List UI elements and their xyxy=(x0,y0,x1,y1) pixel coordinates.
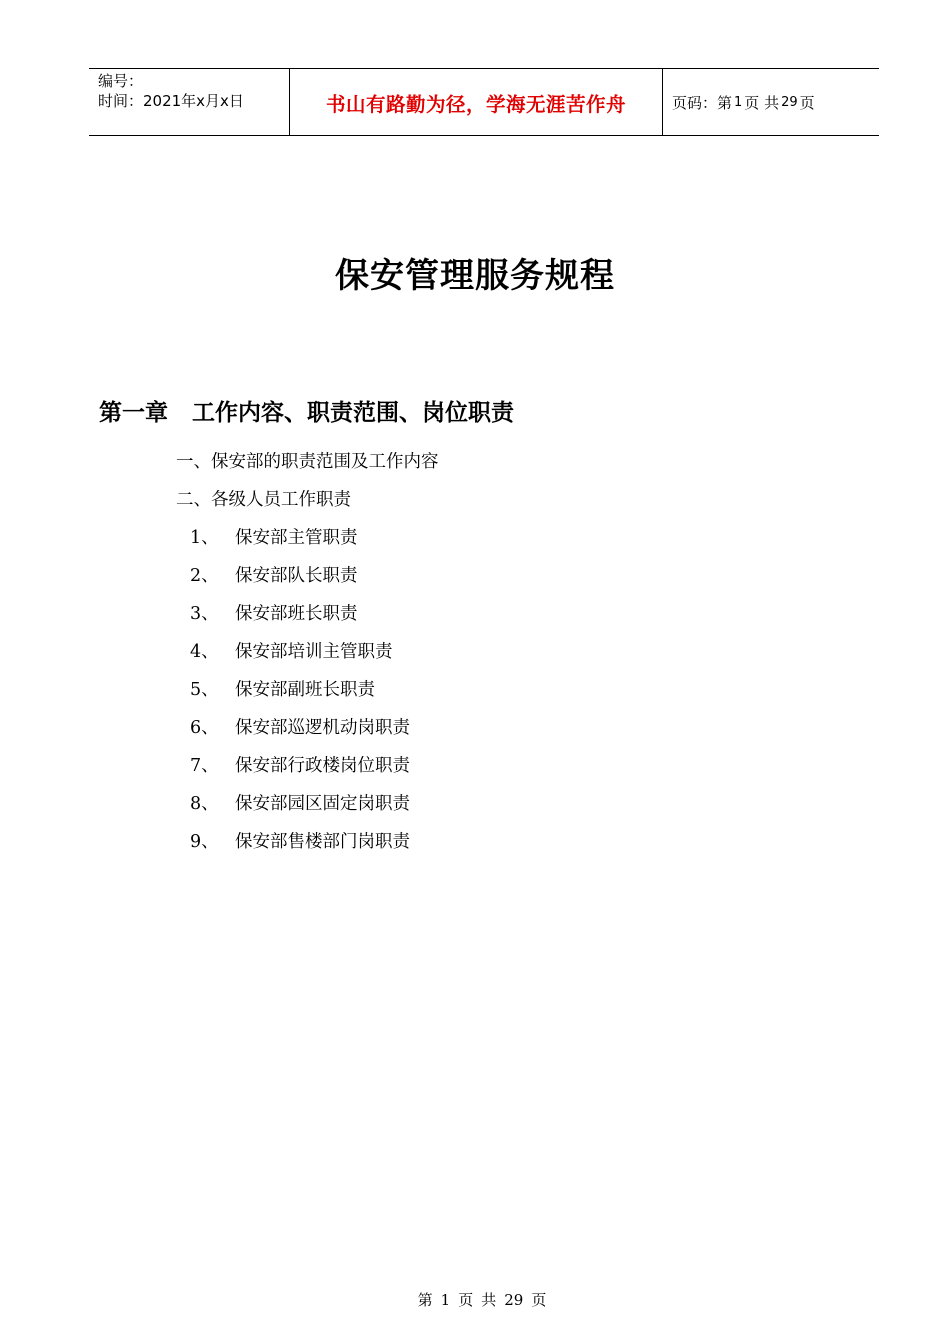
footer-mid2: 共 xyxy=(481,1291,497,1309)
toc-section: 一、保安部的职责范围及工作内容 xyxy=(176,452,439,472)
toc-item-number: 4、 xyxy=(190,642,219,662)
header-motto-cell xyxy=(290,69,663,135)
page-suffix: 页 xyxy=(799,93,815,112)
toc-item-text: 保安部班长职责 xyxy=(235,604,358,624)
toc-item-text: 保安部副班长职责 xyxy=(235,680,375,700)
toc-item-number: 6、 xyxy=(190,718,219,738)
toc-section: 二、各级人员工作职责 xyxy=(176,490,351,510)
toc-item-text: 保安部售楼部门岗职责 xyxy=(235,832,410,852)
toc-item-number: 3、 xyxy=(190,604,219,624)
footer-mid1: 页 xyxy=(458,1291,474,1309)
document-title: 保安管理服务规程 xyxy=(335,256,615,296)
toc-item-text: 保安部主管职责 xyxy=(235,528,358,548)
document-time-label: 时间：2021年x月x日 xyxy=(98,92,244,110)
page-header xyxy=(89,68,879,136)
toc-item-number: 5、 xyxy=(190,680,219,700)
toc-item-number: 7、 xyxy=(190,756,219,776)
page-total: 29 xyxy=(781,94,798,110)
page-current: 1 xyxy=(734,94,743,110)
chapter-heading xyxy=(99,394,514,427)
chapter-label: 第一章 xyxy=(99,399,168,426)
toc-item-text: 保安部园区固定岗职责 xyxy=(235,794,410,814)
header-page-cell xyxy=(663,69,879,135)
page-footer xyxy=(0,1289,950,1310)
page-prefix: 页码：第 xyxy=(672,93,733,112)
toc-item-number: 8、 xyxy=(190,794,219,814)
toc-item-text: 保安部巡逻机动岗职责 xyxy=(235,718,410,738)
toc-item-text: 保安部行政楼岗位职责 xyxy=(235,756,410,776)
chapter-title: 工作内容、职责范围、岗位职责 xyxy=(192,399,514,426)
toc-item-number: 9、 xyxy=(190,832,219,852)
footer-current: 1 xyxy=(440,1291,451,1309)
page-mid: 页 共 xyxy=(744,93,780,112)
toc-item-number: 1、 xyxy=(190,528,219,548)
document-number-label: 编号： xyxy=(98,72,144,90)
footer-prefix: 第 xyxy=(417,1291,433,1309)
toc-item-text: 保安部队长职责 xyxy=(235,566,358,586)
toc-item-text: 保安部培训主管职责 xyxy=(235,642,393,662)
footer-suffix: 页 xyxy=(531,1291,547,1309)
header-motto: 书山有路勤为径，学海无涯苦作舟 xyxy=(325,93,626,116)
header-meta-cell xyxy=(89,69,290,135)
footer-total: 29 xyxy=(504,1291,524,1309)
toc-item-number: 2、 xyxy=(190,566,219,586)
